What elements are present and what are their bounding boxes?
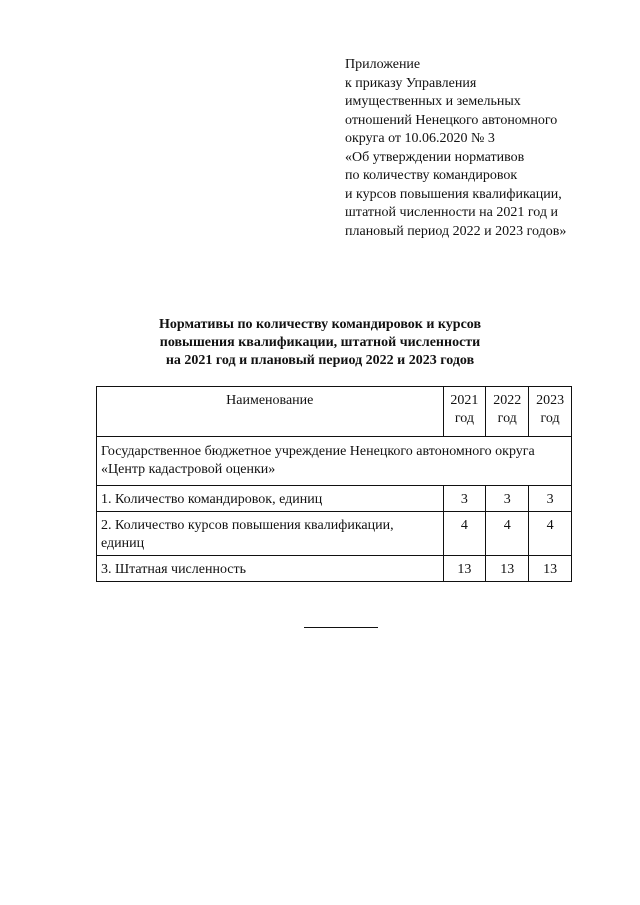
document-title: [60, 316, 580, 370]
value-cell: 4: [486, 512, 529, 556]
table-row: [97, 556, 572, 582]
header-year-cell: [529, 387, 572, 437]
value-cell: 3: [486, 486, 529, 512]
row-label-cell: 3. Штатная численность: [97, 556, 444, 582]
organization-cell: Государственное бюджетное учреждение Ненецкого автономного округа «Центр кадастровой оценки»: [97, 437, 572, 486]
title-line: Нормативы по количеству командировок и курсов: [159, 317, 481, 332]
header-name-cell: Наименование: [97, 387, 444, 437]
title-line: повышения квалификации, штатной численности: [159, 335, 481, 350]
value-cell: 3: [529, 486, 572, 512]
value-cell: 13: [443, 556, 486, 582]
title-line: на 2021 год и плановый период 2022 и 2023 годов: [165, 353, 475, 368]
value-cell: 3: [443, 486, 486, 512]
appendix-line: и курсов повышения квалификации,: [345, 186, 562, 202]
appendix-block: [345, 56, 635, 241]
row-label-cell: 1. Количество командировок, единиц: [97, 486, 444, 512]
header-year-cell: [443, 387, 486, 437]
appendix-line: «Об утверждении нормативов: [345, 149, 525, 165]
value-cell: 13: [529, 556, 572, 582]
value-cell: 4: [443, 512, 486, 556]
appendix-line: штатной численности на 2021 год и: [345, 205, 558, 220]
row-label-cell: 2. Количество курсов повышения квалификации, единиц: [97, 512, 444, 556]
end-divider-line: [304, 627, 378, 628]
norms-table: [96, 386, 572, 582]
header-year: 2021: [450, 393, 479, 408]
header-year-cell: [486, 387, 529, 437]
table-row: [97, 512, 572, 556]
appendix-line: Приложение: [345, 57, 421, 72]
header-year-unit: год: [454, 411, 474, 426]
appendix-line: округа от 10.06.2020 № 3: [345, 131, 495, 146]
appendix-line: имущественных и земельных: [345, 94, 521, 109]
table-row: [97, 486, 572, 512]
appendix-line: отношений Ненецкого автономного: [345, 112, 558, 128]
value-cell: 13: [486, 556, 529, 582]
appendix-line: по количеству командировок: [345, 168, 518, 183]
appendix-line: плановый период 2022 и 2023 годов»: [345, 223, 567, 239]
header-year-unit: год: [540, 411, 560, 426]
header-year-unit: год: [497, 411, 517, 426]
appendix-line: к приказу Управления: [345, 75, 477, 91]
value-cell: 4: [529, 512, 572, 556]
header-year: 2022: [493, 393, 522, 408]
header-year: 2023: [536, 393, 565, 408]
table-header-row: [97, 387, 572, 437]
organization-row: [97, 437, 572, 486]
